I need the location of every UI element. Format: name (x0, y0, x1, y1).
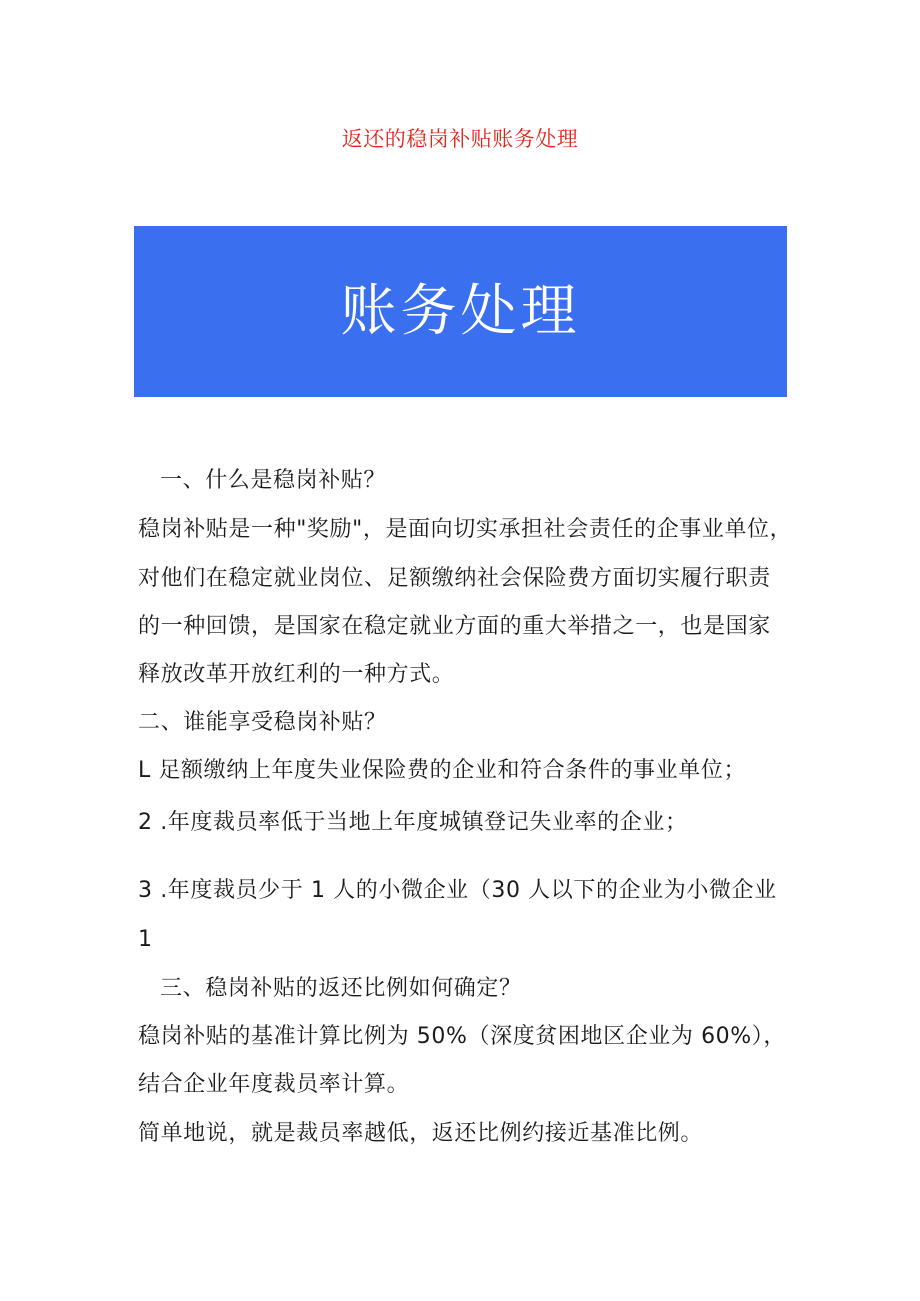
paragraph-line: 的一种回馈，是国家在稳定就业方面的重大举措之一，也是国家 (138, 614, 771, 639)
section-heading-2: 二、谁能享受稳岗补贴？ (138, 710, 387, 735)
paragraph-line: 稳岗补贴是一种"奖励"，是面向切实承担社会责任的企事业单位， (138, 517, 793, 542)
paragraph-line: 结合企业年度裁员率计算。 (138, 1072, 410, 1097)
list-item-1: L 足额缴纳上年度失业保险费的企业和符合条件的事业单位； (138, 758, 747, 783)
banner (134, 226, 787, 397)
list-item-2: 2 .年度裁员率低于当地上年度城镇登记失业率的企业； (138, 810, 688, 835)
paragraph-line: 稳岗补贴的基准计算比例为 50%（深度贫困地区企业为 60%）， (138, 1024, 786, 1049)
paragraph-line: 释放改革开放红利的一种方式。 (138, 662, 455, 687)
paragraph-line: 对他们在稳定就业岗位、足额缴纳社会保险费方面切实履行职责 (138, 566, 771, 591)
section-heading-3: 三、稳岗补贴的返还比例如何确定？ (160, 976, 522, 1001)
document-title: 返还的稳岗补贴账务处理 (341, 127, 579, 151)
section-heading-1: 一、什么是稳岗补贴？ (160, 468, 387, 493)
banner-title: 账务处理 (340, 278, 581, 344)
list-item-3-continuation: 1 (138, 927, 153, 952)
list-item-3: 3 .年度裁员少于 1 人的小微企业（30 人以下的企业为小微企业 (138, 878, 777, 903)
paragraph-line: 简单地说，就是裁员率越低，返还比例约接近基准比例。 (138, 1121, 704, 1146)
